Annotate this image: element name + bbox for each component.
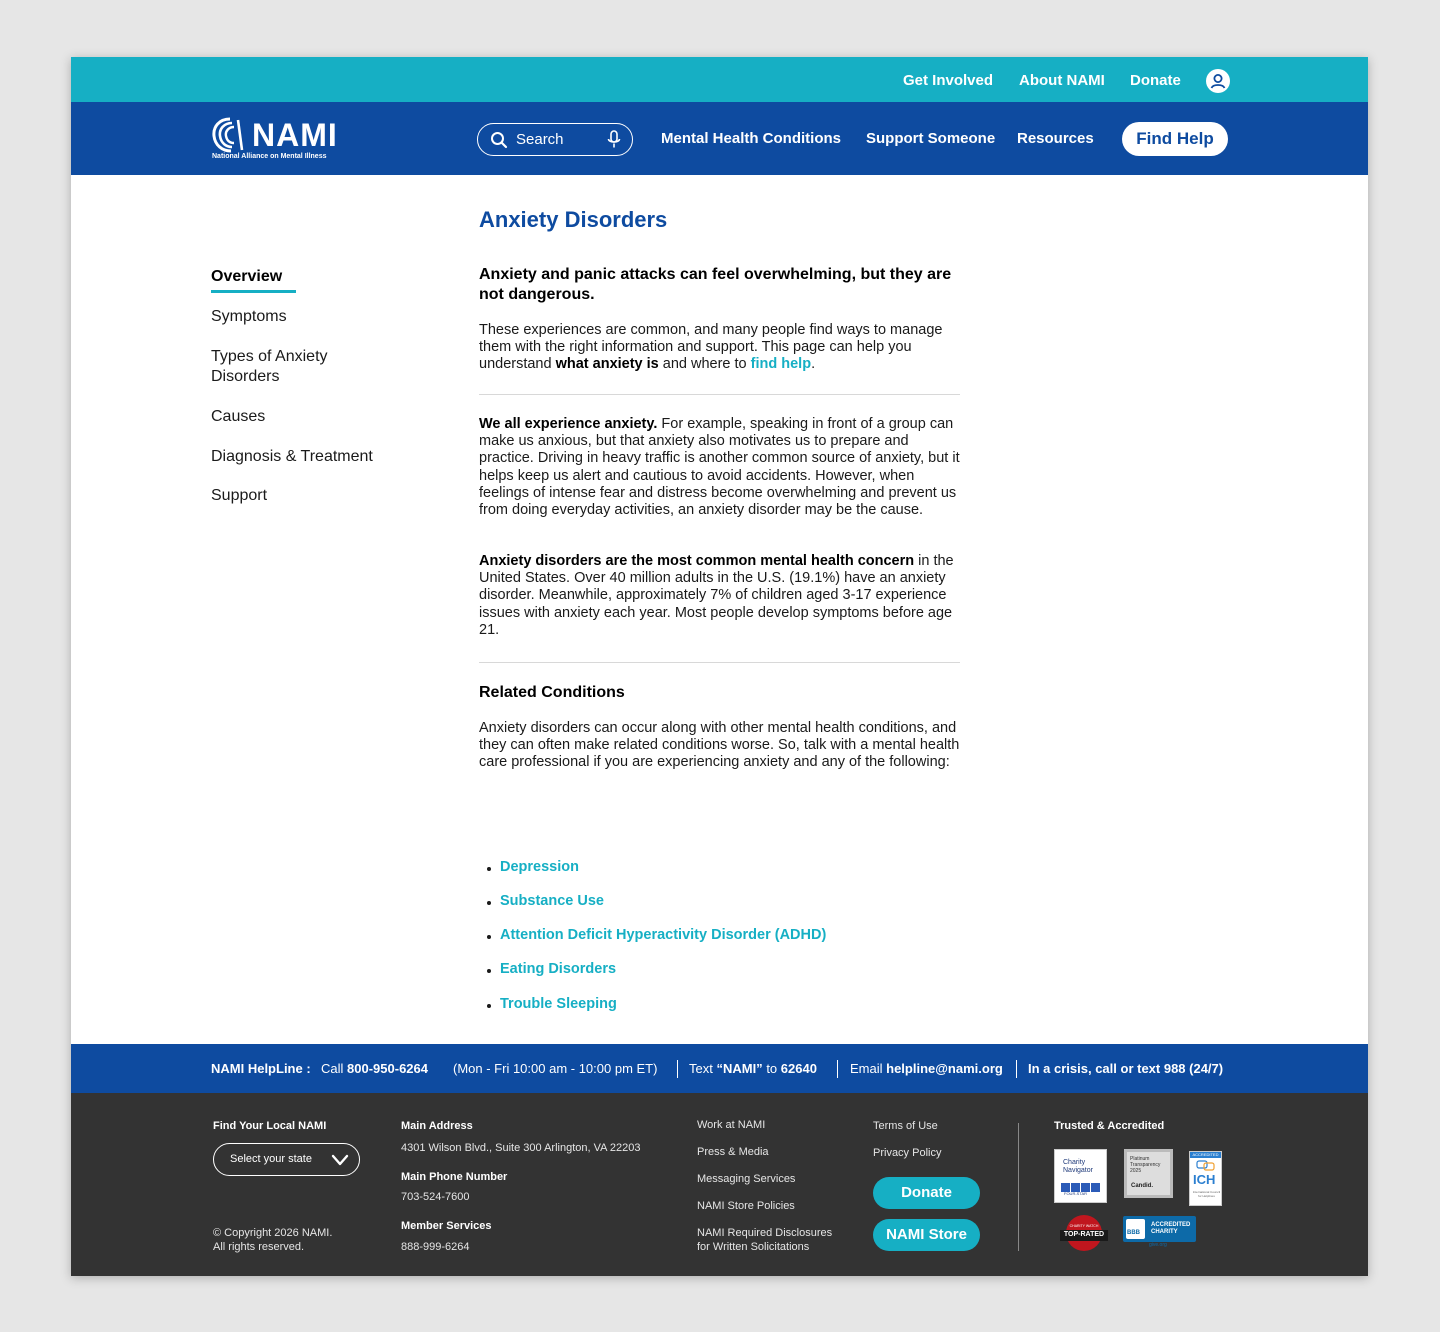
footer-link-store-policies[interactable]: NAMI Store Policies	[697, 1200, 795, 1212]
nav-resources[interactable]: Resources	[1017, 130, 1094, 147]
bbb-line1: ACCREDITED	[1151, 1222, 1191, 1228]
helpline-divider	[837, 1060, 838, 1078]
para1-bold: We all experience anxiety.	[479, 416, 658, 432]
footer-link-disclosures[interactable]: NAMI Required Disclosures	[697, 1227, 833, 1239]
member-services-heading: Member Services	[401, 1220, 492, 1232]
nami-logo[interactable]	[212, 117, 338, 161]
related-conditions-text: Anxiety disorders can occur along with other mental health conditions, and they can often make related conditions worse. So, talk with a mental health care professional if you are experiencing anxiety and any of the following:	[479, 720, 960, 771]
bullet-icon	[487, 935, 491, 939]
intro-text-2: and where to	[658, 356, 751, 373]
related-link-depression[interactable]: Depression	[500, 859, 579, 875]
nav-mental-health-conditions[interactable]: Mental Health Conditions	[661, 130, 841, 147]
trusted-heading: Trusted & Accredited	[1054, 1120, 1165, 1132]
lead-text: Anxiety and panic attacks can feel overwhelming, but they are not dangerous.	[479, 266, 952, 303]
sidebar-item-support[interactable]: Support	[211, 487, 268, 504]
state-select-dropdown[interactable]	[213, 1143, 360, 1176]
charity-navigator-text	[1063, 1159, 1093, 1175]
bbb-logo: BBB	[1127, 1230, 1140, 1236]
nami-logo-mark-icon	[212, 117, 250, 153]
bullet-icon	[487, 1004, 491, 1008]
footer-link-privacy[interactable]: Privacy Policy	[873, 1147, 942, 1159]
cw-line2: TOP-RATED	[1063, 1231, 1105, 1238]
page-title: Anxiety Disorders	[479, 207, 668, 232]
user-circle-icon[interactable]	[1206, 69, 1230, 93]
ich-badge[interactable]	[1189, 1151, 1222, 1206]
charity-watch-badge[interactable]	[1058, 1213, 1110, 1253]
footer-link-press[interactable]: Press & Media	[697, 1146, 769, 1158]
helpline-hours: (Mon - Fri 10:00 am - 10:00 pm ET)	[453, 1061, 658, 1076]
search-placeholder: Search	[516, 131, 564, 148]
star-row-icon	[1061, 1179, 1101, 1188]
logo-tagline: National Alliance on Mental Illness	[212, 153, 327, 160]
related-link-eating-disorders[interactable]: Eating Disorders	[500, 961, 617, 977]
paragraph-experience	[479, 416, 961, 519]
intro-paragraph	[479, 322, 961, 374]
sidebar-item-causes[interactable]: Causes	[211, 408, 266, 425]
helpline-label: NAMI HelpLine :	[211, 1061, 311, 1076]
speech-bubble-icon	[1196, 1160, 1216, 1172]
footer-store-button[interactable]: NAMI Store	[873, 1219, 980, 1251]
text-to: to	[766, 1061, 778, 1076]
candid-line2: Transparency	[1130, 1162, 1161, 1168]
charity-navigator-badge[interactable]	[1054, 1149, 1107, 1203]
bullet-icon	[487, 901, 491, 905]
search-icon	[490, 131, 508, 149]
main-nav	[71, 102, 1368, 175]
helpline-text-number[interactable]: 62640	[780, 1061, 817, 1076]
text-word: “NAMI”	[716, 1061, 763, 1076]
bullet-icon	[487, 969, 491, 973]
related-link-trouble-sleeping[interactable]: Trouble Sleeping	[500, 996, 617, 1012]
related-link-adhd[interactable]: Attention Deficit Hyperactivity Disorder (ADHD)	[500, 927, 827, 943]
candid-badge[interactable]	[1124, 1149, 1173, 1198]
footer-link-disclosures-line2[interactable]: for Written Solicitations	[697, 1241, 810, 1253]
site-footer	[71, 1093, 1368, 1276]
candid-logo: Candid.	[1131, 1183, 1153, 1189]
helpline-call	[321, 1061, 428, 1076]
cn-line2: Navigator	[1063, 1167, 1093, 1174]
paragraph-statistics	[479, 553, 961, 639]
find-local-heading: Find Your Local NAMI	[213, 1120, 327, 1132]
cw-line1: CHARITY WATCH	[1069, 1224, 1099, 1228]
member-services-phone[interactable]: 888-999-6264	[401, 1241, 470, 1253]
sidebar-item-types-line2: Disorders	[211, 368, 280, 385]
email-prefix: Email	[850, 1061, 883, 1076]
para1-text: For example, speaking in front of a group can make us anxious, but that anxiety also motivates us to prepare and practice. Driving in heavy traffic is another common source of anxiety, but it helps keep us alert and cautious to avoid accidents. However, when feelings of intense fear and distress become overwhelming and prevent us from doing everyday activities, an anxiety disorder may be the cause.	[479, 416, 960, 519]
main-address: 4301 Wilson Blvd., Suite 300 Arlington, VA 22203	[401, 1142, 641, 1154]
cn-line3: FOUR-STAR	[1064, 1191, 1088, 1196]
footer-link-messaging[interactable]: Messaging Services	[697, 1173, 796, 1185]
bullet-icon	[487, 867, 491, 871]
sidebar-item-diagnosis[interactable]: Diagnosis & Treatment	[211, 448, 373, 465]
main-phone-heading: Main Phone Number	[401, 1171, 508, 1183]
helpline-divider	[1016, 1060, 1017, 1078]
sidebar-item-types-line1: Types of Anxiety	[211, 348, 328, 365]
get-involved-link[interactable]: Get Involved	[903, 72, 994, 89]
candid-text	[1130, 1156, 1160, 1174]
intro-text-1: These experiences are common, and many people find ways to manage them with the right information and support. This page can help you understand	[479, 322, 943, 373]
copyright-line1: © Copyright 2026 NAMI.	[213, 1227, 333, 1239]
related-conditions-heading: Related Conditions	[479, 684, 625, 701]
main-address-heading: Main Address	[401, 1120, 473, 1132]
helpline-phone-link[interactable]: 800-950-6264	[347, 1061, 428, 1076]
bbb-text	[1151, 1222, 1190, 1236]
footer-divider	[1018, 1123, 1019, 1251]
helpline-text	[689, 1061, 817, 1076]
intro-text-3: .	[811, 356, 816, 373]
related-link-substance-use[interactable]: Substance Use	[500, 893, 604, 909]
active-indicator	[211, 290, 296, 293]
crisis-line[interactable]: In a crisis, call or text 988 (24/7)	[1028, 1061, 1224, 1076]
copyright-line2: All rights reserved.	[213, 1241, 305, 1253]
about-nami-link[interactable]: About NAMI	[1019, 72, 1105, 89]
chevron-down-icon	[331, 1153, 349, 1167]
candid-line3: 2025	[1130, 1168, 1142, 1174]
logo-wordmark: NAMI	[252, 117, 338, 153]
candid-line1: Platinum	[1130, 1156, 1150, 1162]
main-phone[interactable]: 703-524-7600	[401, 1191, 470, 1203]
bbb-badge[interactable]	[1123, 1216, 1196, 1246]
helpline-email-link[interactable]: helpline@nami.org	[886, 1061, 1003, 1076]
state-select-label: Select your state	[230, 1153, 312, 1165]
ich-word: ICH	[1193, 1172, 1216, 1187]
donate-link[interactable]: Donate	[1130, 72, 1181, 89]
bbb-line2: CHARITY	[1151, 1229, 1178, 1235]
ich-sub: International Council for Helplines	[1192, 1190, 1221, 1198]
helpline-email	[850, 1061, 1003, 1076]
microphone-icon[interactable]	[607, 130, 621, 149]
intro-bold: what anxiety is	[555, 356, 659, 373]
utility-bar	[71, 57, 1368, 102]
find-help-link[interactable]: find help	[750, 356, 812, 373]
cn-line1: Charity	[1063, 1159, 1086, 1166]
nav-support-someone[interactable]: Support Someone	[866, 130, 996, 147]
sidebar-item-types[interactable]	[211, 347, 328, 387]
page-container	[71, 57, 1368, 1276]
footer-donate-button[interactable]: Donate	[873, 1177, 980, 1209]
footer-link-terms[interactable]: Terms of Use	[873, 1120, 938, 1132]
sidebar-item-overview[interactable]: Overview	[211, 268, 283, 285]
bbb-torch-icon	[1126, 1219, 1145, 1239]
helpline-bar	[71, 1044, 1368, 1093]
ich-top: ACCREDITED	[1190, 1152, 1221, 1158]
search-input[interactable]	[477, 123, 633, 156]
call-prefix: Call	[321, 1061, 344, 1076]
content-divider	[479, 662, 960, 663]
find-help-button[interactable]: Find Help	[1122, 122, 1228, 156]
bbb-url: give.org	[1149, 1242, 1167, 1248]
content-divider	[479, 394, 960, 395]
text-prefix: Text	[689, 1061, 713, 1076]
para2-text: in the United States. Over 40 million adults in the U.S. (19.1%) have an anxiety disorder. Meanwhile, approximately 7% of children aged 3-17 experience issues with anxiety each year. Most people develop symptoms before age 21.	[479, 553, 954, 638]
footer-link-work[interactable]: Work at NAMI	[697, 1119, 766, 1131]
para2-bold: Anxiety disorders are the most common mental health concern	[479, 553, 915, 569]
sidebar-item-symptoms[interactable]: Symptoms	[211, 308, 287, 325]
helpline-divider	[677, 1060, 678, 1078]
